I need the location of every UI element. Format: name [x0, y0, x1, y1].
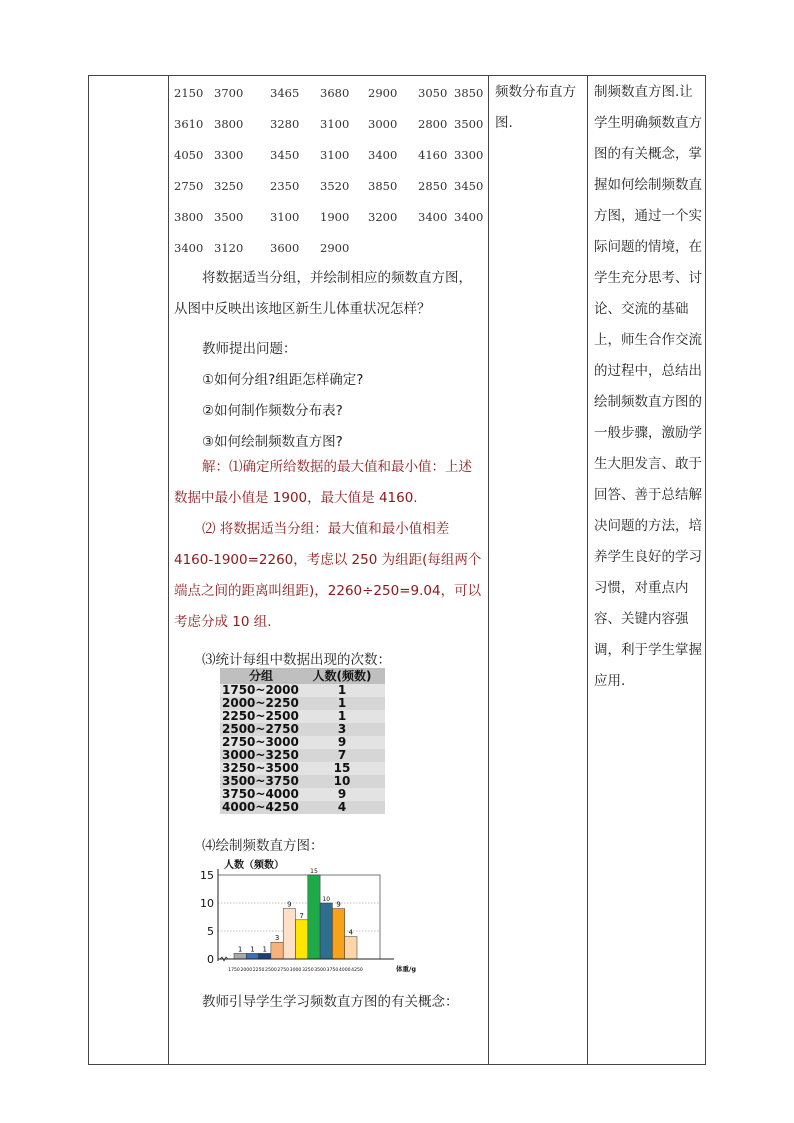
bar-value-label: 10 [322, 896, 331, 903]
count-cell: 1 [337, 696, 347, 710]
column-divider [488, 75, 489, 1065]
count-cell: 1 [337, 709, 347, 723]
frequency-table [220, 668, 385, 814]
bar-value-label: 1 [237, 945, 243, 954]
question-3: ③如何绘制频数直方图? [202, 434, 343, 450]
data-value: 3800 [214, 117, 244, 131]
data-value: 3680 [320, 86, 350, 100]
bar-value-label: 4 [348, 928, 354, 937]
y-tick-label: 5 [207, 925, 214, 938]
group-cell: 4000~4250 [222, 800, 299, 814]
intent-column [594, 75, 702, 697]
x-tick-label: 2750 [277, 968, 290, 973]
x-tick-label: 3500 [314, 968, 326, 973]
group-cell: 1750~2000 [222, 683, 299, 697]
group-cell: 2500~2750 [222, 722, 299, 736]
data-value: 3100 [320, 148, 350, 162]
data-value: 3500 [214, 210, 244, 224]
teacher-asks: 教师提出问题： [202, 341, 297, 357]
histogram-bar [332, 909, 344, 959]
frequency-histogram [198, 856, 417, 976]
histogram-bar [259, 953, 271, 959]
count-cell: 10 [333, 774, 351, 788]
count-cell: 3 [337, 722, 347, 736]
x-tick-label: 3250 [301, 968, 314, 973]
data-value: 3200 [368, 210, 398, 224]
x-tick-label: 2000 [240, 968, 253, 973]
question-1: ①如何分组?组距怎样确定? [202, 372, 364, 388]
data-value: 3700 [214, 86, 244, 100]
data-value: 3300 [214, 148, 244, 162]
data-value: 3100 [320, 117, 350, 131]
data-value: 3465 [270, 86, 300, 100]
data-value: 3850 [454, 86, 484, 100]
data-value: 3400 [174, 241, 204, 255]
data-value: 3100 [270, 210, 300, 224]
group-cell: 2250~2500 [222, 709, 299, 723]
solution-step-3: ⑶统计每组中数据出现的次数： [202, 652, 391, 668]
data-value: 3500 [454, 117, 484, 131]
histogram-bar [320, 903, 332, 959]
solution-step-4: ⑷绘制频数直方图： [202, 838, 324, 854]
data-value: 3400 [418, 210, 448, 224]
histogram-bar [271, 942, 283, 959]
group-cell: 3750~4000 [222, 787, 299, 801]
data-value: 2150 [174, 86, 204, 100]
data-value: 3450 [454, 179, 484, 193]
data-value: 2850 [418, 179, 448, 193]
data-value: 3120 [214, 241, 244, 255]
x-tick-label: 3750 [326, 968, 339, 973]
data-value: 2800 [418, 117, 448, 131]
group-cell: 3500~3750 [222, 774, 299, 788]
data-value: 3610 [174, 117, 204, 131]
y-tick-label: 0 [207, 953, 214, 966]
table-row [220, 801, 385, 814]
data-value: 3050 [418, 86, 448, 100]
data-value: 4160 [418, 148, 448, 162]
count-cell: 4 [337, 800, 347, 814]
data-value: 3520 [320, 179, 350, 193]
column-divider [587, 75, 588, 1065]
group-cell: 2000~2250 [222, 696, 299, 710]
question-2: ②如何制作频数分布表? [202, 403, 343, 419]
header-group: 分组 [248, 669, 273, 683]
x-tick-label: 4000 [338, 968, 351, 973]
frequency-table-header [220, 668, 385, 684]
group-cell: 3250~3500 [222, 761, 299, 775]
question-text: 将数据适当分组，并绘制相应的频数直方图，从图中反映出该地区新生儿体重状况怎样？ [174, 270, 472, 317]
data-value: 3250 [214, 179, 244, 193]
count-cell: 9 [337, 787, 347, 801]
bar-value-label: 9 [336, 900, 341, 909]
data-value: 4050 [174, 148, 204, 162]
data-value: 3800 [174, 210, 204, 224]
solution-step-2: ⑵ 将数据适当分组：最大值和最小值相差4160-1900=2260，考虑以 250 为组距(每组两个端点之间的距离叫组距)，2260÷250=9.04，可以考虑分成 10 组. [174, 521, 482, 630]
count-cell: 7 [337, 748, 347, 762]
data-value: 3600 [270, 241, 300, 255]
data-value: 3300 [454, 148, 484, 162]
histogram-bar [308, 875, 320, 959]
data-value: 2350 [270, 179, 300, 193]
data-value: 1900 [320, 210, 350, 224]
data-value: 3450 [270, 148, 300, 162]
data-value: 3850 [368, 179, 398, 193]
x-tick-label: 1750 [228, 968, 240, 973]
histogram-bar [345, 937, 357, 959]
y-tick-label: 10 [200, 897, 214, 910]
x-tick-label: 2500 [265, 968, 277, 973]
count-cell: 15 [333, 761, 351, 775]
solution-step-1: 解：⑴确定所给数据的最大值和最小值：上述数据中最小值是 1900，最大值是 4160. [174, 459, 472, 506]
bar-value-label: 7 [299, 911, 304, 920]
bar-value-label: 3 [274, 934, 280, 943]
data-value: 2900 [368, 86, 398, 100]
design-intent-text: 制频数直方图.让学生明确频数直方图的有关概念，掌握如何绘制频数直方图，通过一个实际问题的情境，在学生充分思考、讨论、交流的基础上，师生合作交流的过程中，总结出绘制频数直方图的一般步骤，激励学生大胆发言、敢于回答、善于总结解决问题的方法，培养学生良好的学习习惯，对重点内容、关键内容强调，利于学生掌握应用. [594, 84, 702, 689]
x-tick-label: 4250 [351, 968, 363, 973]
data-value: 2750 [174, 179, 204, 193]
data-value: 3400 [454, 210, 484, 224]
bar-value-label: 1 [250, 945, 255, 954]
x-tick-label: 3000 [289, 968, 302, 973]
histogram-bar [296, 920, 308, 959]
data-value: 2900 [320, 241, 350, 255]
guide-text: 教师引导学生学习频数直方图的有关概念： [202, 994, 459, 1010]
count-cell: 1 [337, 683, 347, 697]
data-value: 3280 [270, 117, 300, 131]
y-tick-label: 15 [200, 869, 214, 882]
histogram-bar [246, 953, 258, 959]
section-column [495, 75, 583, 139]
data-value: 3400 [368, 148, 398, 162]
bar-value-label: 1 [262, 945, 267, 954]
histogram-bar [283, 909, 295, 959]
section-title: 频数分布直方图. [495, 84, 576, 131]
count-cell: 9 [337, 735, 347, 749]
header-count: 人数(频数) [312, 669, 372, 683]
histogram-bar [234, 953, 246, 959]
bar-value-label: 9 [287, 900, 292, 909]
x-tick-label: 2250 [252, 968, 265, 973]
bar-value-label: 15 [310, 868, 318, 875]
group-cell: 2750~3000 [222, 735, 299, 749]
y-axis-label: 人数（频数） [224, 860, 284, 871]
column-divider [168, 75, 169, 1065]
data-value: 3000 [368, 117, 398, 131]
x-axis-label: 体重/g [396, 965, 417, 973]
group-cell: 3000~3250 [222, 748, 299, 762]
